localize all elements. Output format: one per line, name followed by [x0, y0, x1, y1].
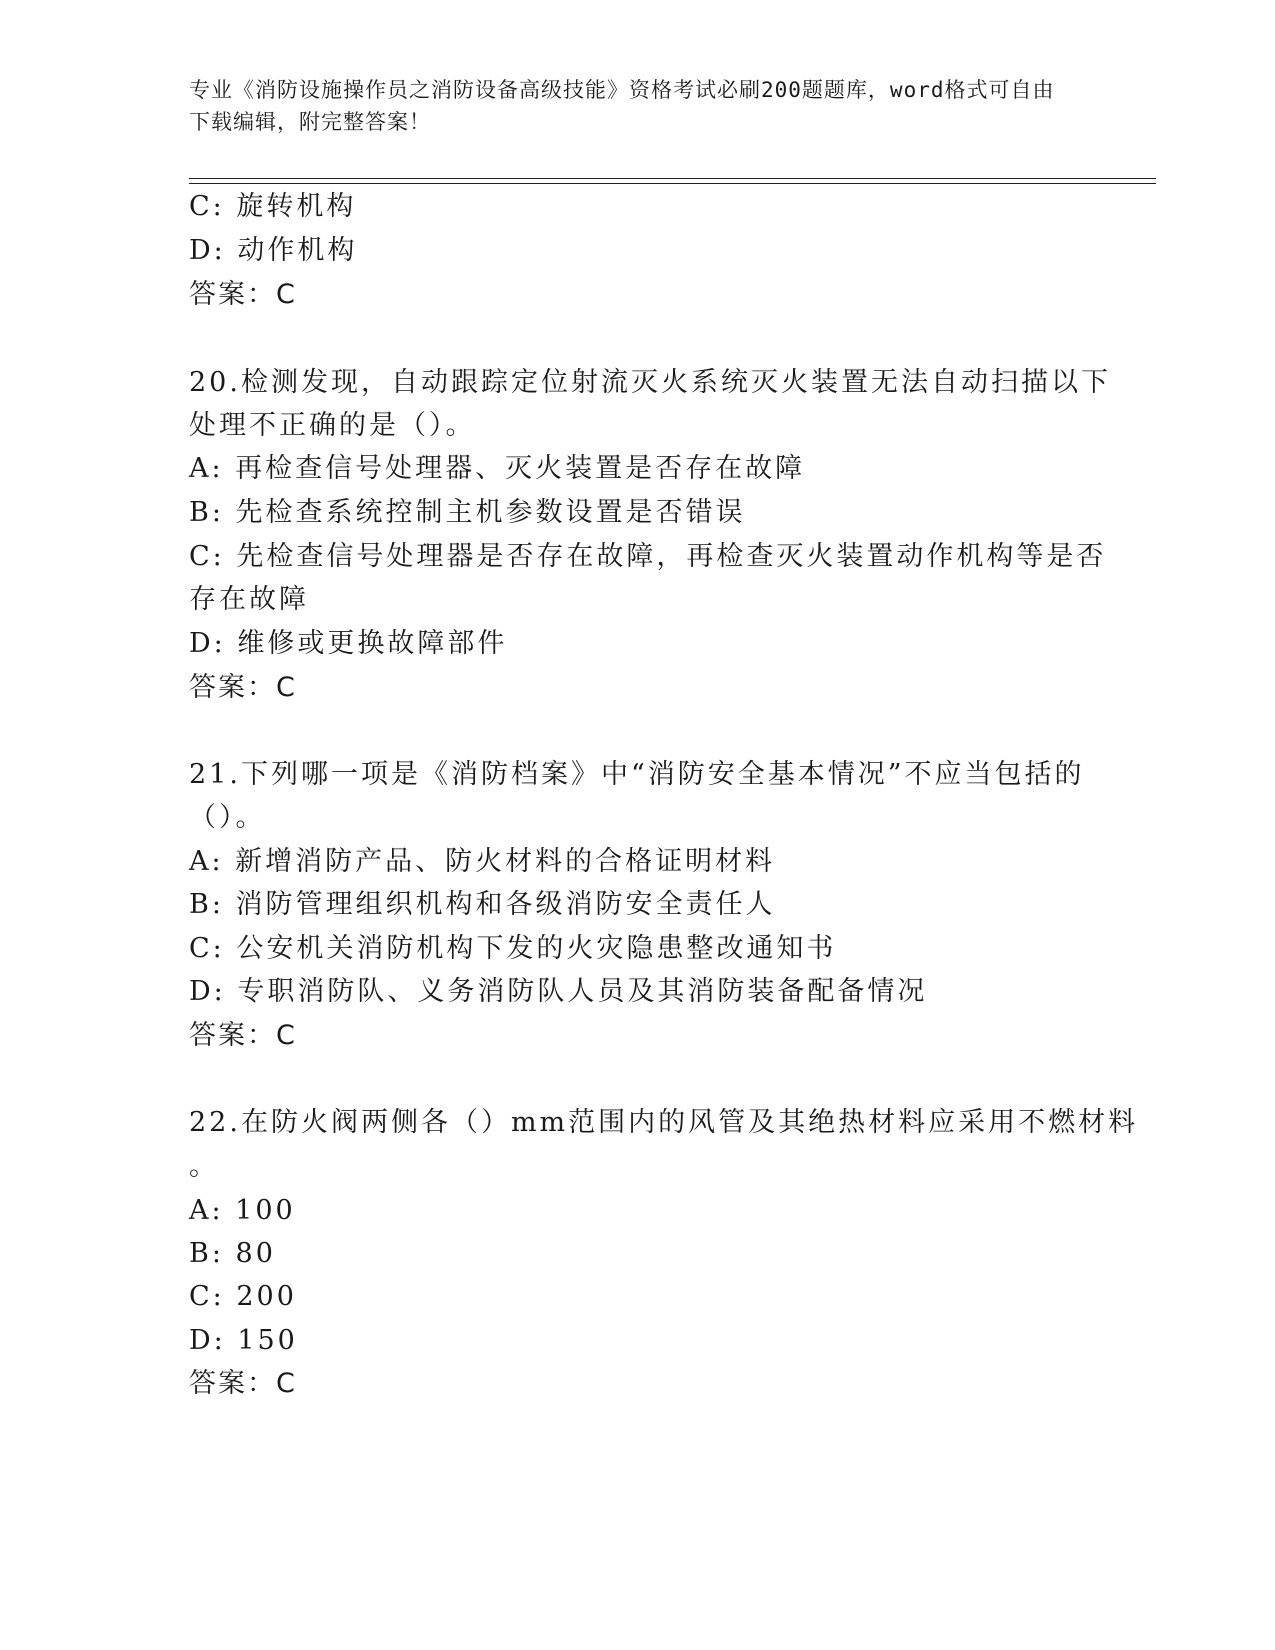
- q21-answer: 答案：C: [189, 1020, 297, 1051]
- q21-option-b: B: 消防管理组织机构和各级消防安全责任人: [189, 889, 776, 920]
- q21-stem-line1: 21.下列哪一项是《消防档案》中“消防安全基本情况”不应当包括的: [189, 759, 1085, 790]
- q22-stem-line2: 。: [189, 1151, 219, 1182]
- q21-option-c: C: 公安机关消防机构下发的火灾隐患整改通知书: [189, 933, 837, 964]
- q20-answer: 答案：C: [189, 672, 297, 703]
- q20-stem-line2: 处理不正确的是（）。: [189, 410, 476, 441]
- q20-option-c-line1: C: 先检查信号处理器是否存在故障，再检查灭火装置动作机构等是否: [189, 541, 1107, 572]
- q22-answer: 答案：C: [189, 1368, 297, 1399]
- q21-stem-line2: （）。: [189, 802, 266, 833]
- q22-option-d: D: 150: [189, 1325, 298, 1356]
- q21-option-a: A: 新增消防产品、防火材料的合格证明材料: [189, 846, 776, 877]
- q19-option-d: D: 动作机构: [189, 235, 358, 266]
- q20-option-b: B: 先检查系统控制主机参数设置是否错误: [189, 497, 746, 528]
- q20-stem-line1: 20.检测发现，自动跟踪定位射流灭火系统灭火装置无法自动扫描以下: [189, 367, 1111, 398]
- q22-option-c: C: 200: [189, 1281, 297, 1312]
- q19-answer: 答案：C: [189, 279, 297, 310]
- q20-option-a: A: 再检查信号处理器、灭火装置是否存在故障: [189, 453, 806, 484]
- q20-option-c-line2: 存在故障: [189, 584, 309, 615]
- header-rule-bottom: [189, 183, 1156, 184]
- q20-option-d: D: 维修或更换故障部件: [189, 628, 508, 659]
- header-rule-top: [189, 178, 1156, 179]
- q22-option-a: A: 100: [189, 1195, 296, 1226]
- document-header: 专业《消防设施操作员之消防设备高级技能》资格考试必刷200题题库，word格式可自由下载编辑，附完整答案！: [189, 78, 1055, 134]
- q19-option-c: C: 旋转机构: [189, 191, 357, 222]
- q22-option-b: B: 80: [189, 1238, 276, 1269]
- q22-stem-line1: 22.在防火阀两侧各（）mm范围内的风管及其绝热材料应采用不燃材料: [189, 1107, 1139, 1138]
- q21-option-d: D: 专职消防队、义务消防队人员及其消防装备配备情况: [189, 976, 928, 1007]
